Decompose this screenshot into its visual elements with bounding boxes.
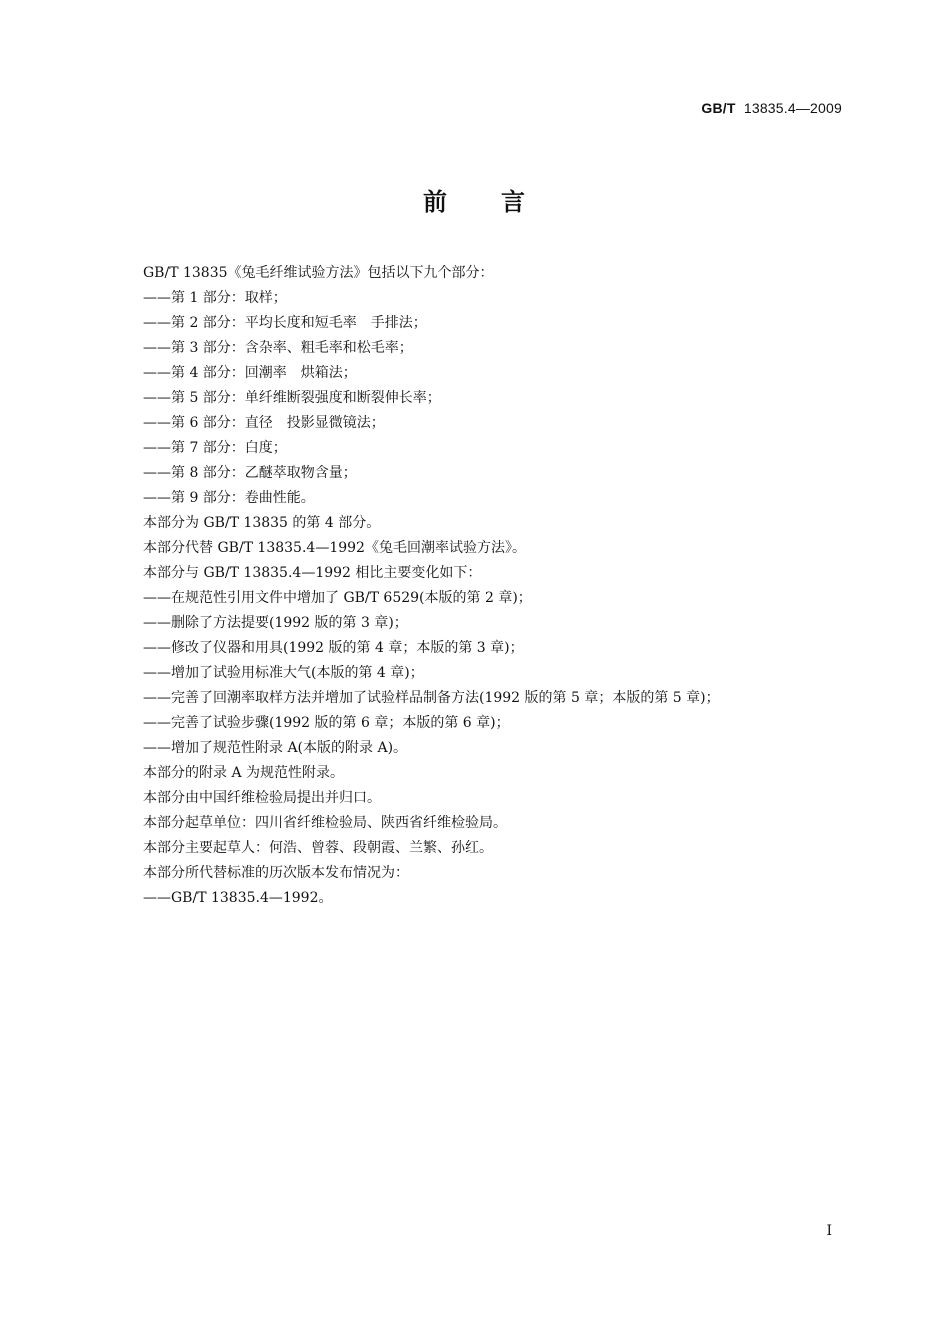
- part-list-item: ——第 8 部分：乙醚萃取物含量；: [143, 465, 357, 481]
- part-list-item: ——第 6 部分：直径 投影显微镜法；: [143, 415, 385, 431]
- change-list-item: ——删除了方法提要(1992 版的第 3 章)；: [143, 615, 408, 631]
- paragraph-line: 本部分起草单位：四川省纤维检验局、陕西省纤维检验局。: [143, 815, 507, 831]
- paragraph-line: 本部分与 GB/T 13835.4—1992 相比主要变化如下：: [143, 565, 482, 581]
- foreword-body: [143, 261, 863, 911]
- standard-code-header: [701, 100, 842, 116]
- standard-prefix: GB/T: [701, 100, 736, 116]
- part-list-item: ——第 7 部分：白度；: [143, 440, 287, 456]
- paragraph-line: 本部分为 GB/T 13835 的第 4 部分。: [143, 515, 381, 531]
- change-list-item: ——修改了仪器和用具(1992 版的第 4 章；本版的第 3 章)；: [143, 640, 524, 656]
- part-list-item: ——第 9 部分：卷曲性能。: [143, 490, 315, 506]
- change-list-item: ——增加了规范性附录 A(本版的附录 A)。: [143, 740, 408, 756]
- change-list-item: ——完善了回潮率取样方法并增加了试验样品制备方法(1992 版的第 5 章；本版的第 5 章)；: [143, 690, 720, 706]
- standard-number: 13835.4—2009: [743, 100, 842, 116]
- history-list-item: ——GB/T 13835.4—1992。: [143, 890, 333, 906]
- paragraph-line: 本部分代替 GB/T 13835.4—1992《兔毛回潮率试验方法》。: [143, 540, 526, 556]
- paragraph-line: 本部分的附录 A 为规范性附录。: [143, 765, 345, 781]
- page-title: 前 言: [423, 188, 527, 216]
- paragraph-line: 本部分由中国纤维检验局提出并归口。: [143, 790, 381, 806]
- part-list-item: ——第 2 部分：平均长度和短毛率 手排法；: [143, 315, 427, 331]
- change-list-item: ——在规范性引用文件中增加了 GB/T 6529(本版的第 2 章)；: [143, 590, 532, 606]
- paragraph-line: 本部分所代替标准的历次版本发布情况为：: [143, 865, 409, 881]
- intro-line: GB/T 13835《兔毛纤维试验方法》包括以下九个部分：: [143, 265, 494, 281]
- part-list-item: ——第 4 部分：回潮率 烘箱法；: [143, 365, 357, 381]
- change-list-item: ——增加了试验用标准大气(本版的第 4 章)；: [143, 665, 424, 681]
- part-list-item: ——第 3 部分：含杂率、粗毛率和松毛率；: [143, 340, 413, 356]
- part-list-item: ——第 1 部分：取样；: [143, 290, 287, 306]
- part-list-item: ——第 5 部分：单纤维断裂强度和断裂伸长率；: [143, 390, 441, 406]
- page-number: I: [826, 1223, 832, 1239]
- change-list-item: ——完善了试验步骤(1992 版的第 6 章；本版的第 6 章)；: [143, 715, 510, 731]
- paragraph-line: 本部分主要起草人：何浩、曾蓉、段朝霞、兰繁、孙红。: [143, 840, 493, 856]
